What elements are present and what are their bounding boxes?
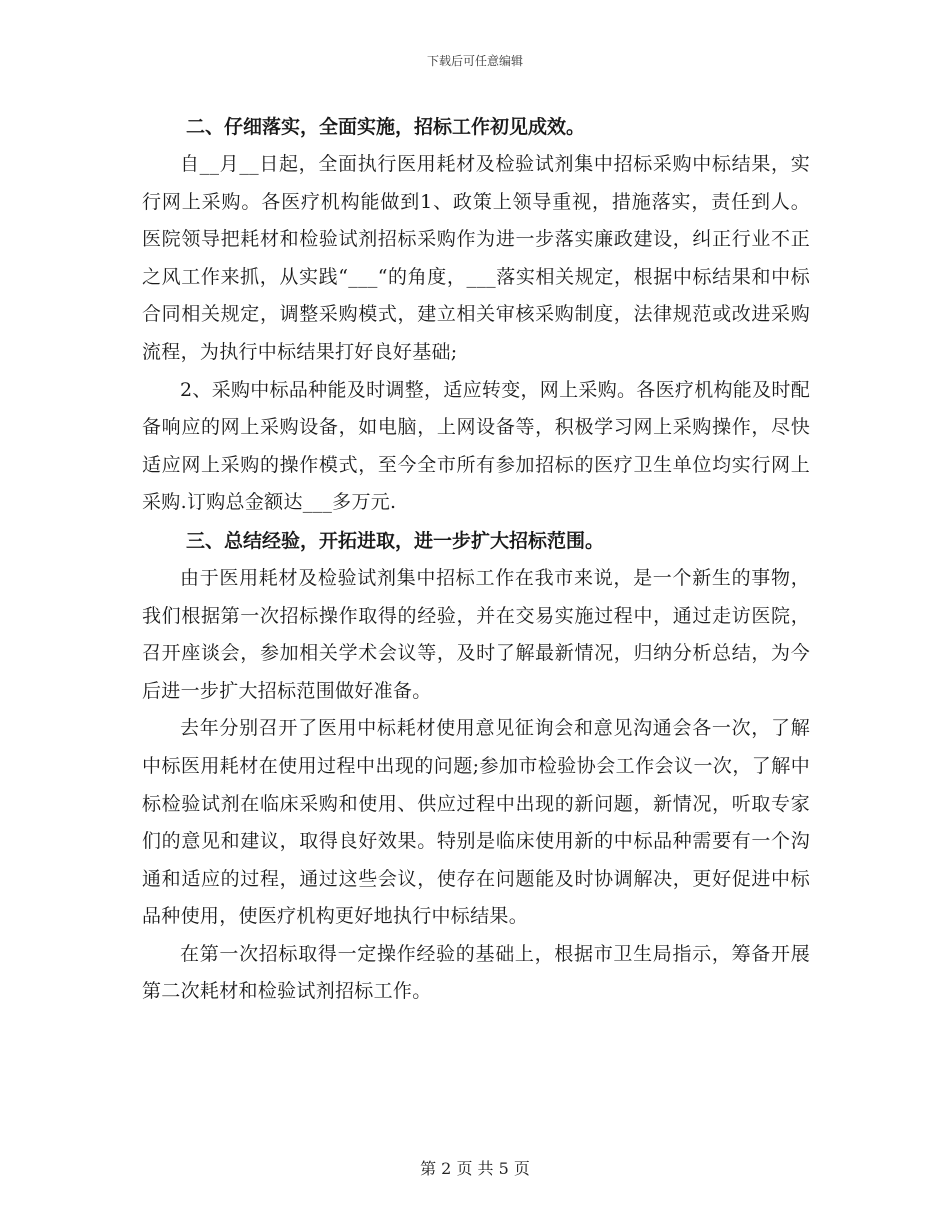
section-heading-2: 二、仔细落实，全面实施，招标工作初见成效。 xyxy=(186,116,586,138)
paragraph-2: 2、采购中标品种能及时调整，适应转变，网上采购。各医疗机构能及时配备响应的网上采购设备，如电脑，上网设备等，积极学习网上采购操作，尽快适应网上采购的操作模式，至今全市所有参加招标的医疗卫生单位均实行网上采购.订购总金额达___多万元. xyxy=(142,378,810,514)
section-heading-3: 三、总结经验，开拓进取，进一步扩大招标范围。 xyxy=(186,529,605,552)
paragraph-3: 由于医用耗材及检验试剂集中招标工作在我市来说，是一个新生的事物，我们根据第一次招标操作取得的经验，并在交易实施过程中，通过走访医院，召开座谈会，参加相关学术会议等，及时了解最新情况，归纳分析总结，为今后进一步扩大招标范围做好准备。 xyxy=(142,566,810,702)
page-header: 下载后可任意编辑 xyxy=(426,54,523,68)
paragraph-4: 去年分别召开了医用中标耗材使用意见征询会和意见沟通会各一次，了解中标医用耗材在使用过程中出现的问题;参加市检验协会工作会议一次，了解中标检验试剂在临床采购和使用、供应过程中出现的新问题，新情况，听取专家们的意见和建议，取得良好效果。特别是临床使用新的中标品种需要有一个沟通和适应的过程，通过这些会议，使存在问题能及时协调解决，更好促进中标品种使用，使医疗机构更好地执行中标结果。 xyxy=(142,717,810,928)
page-number: 第 2 页 共 5 页 xyxy=(420,1159,530,1178)
document-body xyxy=(142,108,810,1011)
paragraph-1: 自__月__日起，全面执行医用耗材及检验试剂集中招标采购中标结果，实行网上采购。各医疗机构能做到1、政策上领导重视，措施落实，责任到人。医院领导把耗材和检验试剂招标采购作为进一步落实廉政建设，纠正行业不正之风工作来抓，从实践“___“的角度，___落实相关规定，根据中标结果和中标合同相关规定，调整采购模式，建立相关审核采购制度，法律规范或改进采购流程，为执行中标结果打好良好基础; xyxy=(142,153,810,363)
paragraph-5: 在第一次招标取得一定操作经验的基础上，根据市卫生局指示，筹备开展第二次耗材和检验试剂招标工作。 xyxy=(142,942,810,1003)
